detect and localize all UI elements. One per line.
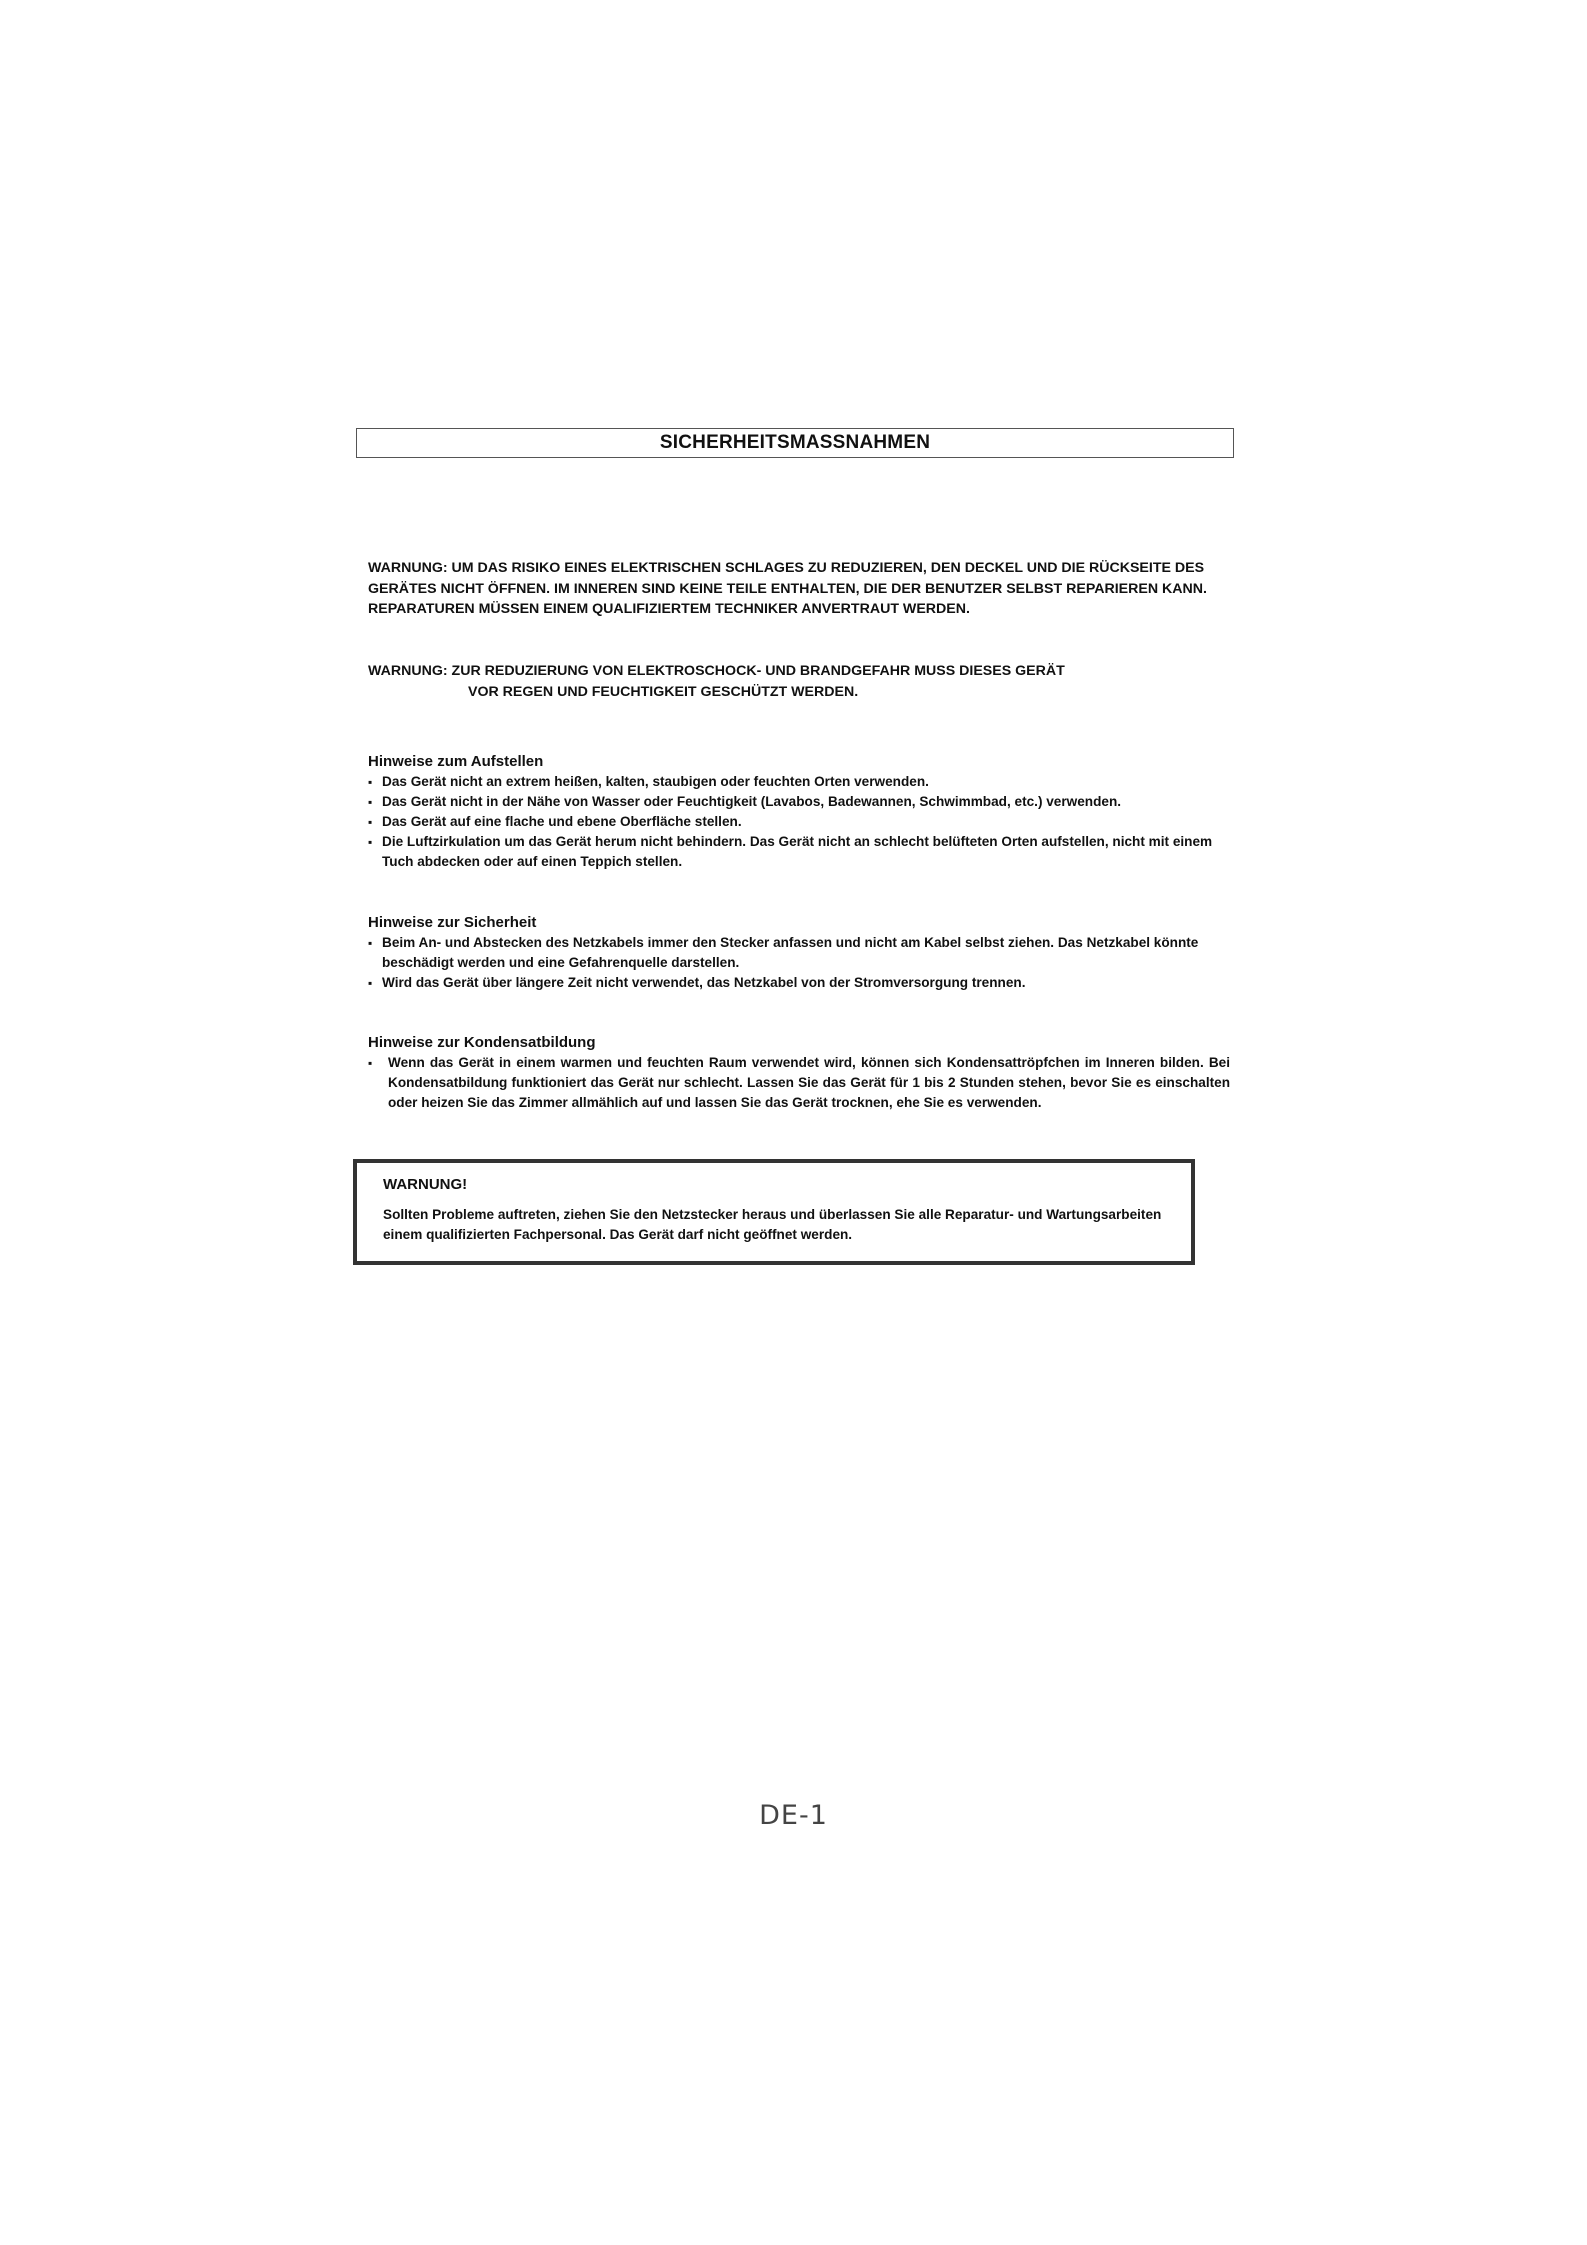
section-safety <box>368 913 1230 993</box>
section-placement <box>368 752 1230 872</box>
list-item: ▪ Wird das Gerät über längere Zeit nicht verwendet, das Netzkabel von der Stromversorgung trennen. <box>368 973 1230 993</box>
warning-box-heading: WARNUNG! <box>383 1176 468 1193</box>
warning-box <box>353 1159 1195 1265</box>
list-item: ▪ Wenn das Gerät in einem warmen und feuchten Raum verwendet wird, können sich Kondensattröpfchen im Inneren bilden. Bei Kondensatbildung funktioniert das Gerät nur schlecht. Lassen Sie das Gerät für 1 bis 2 Stunden stehen, bevor Sie es einschalten oder heizen Sie das Zimmer allmählich auf und lassen Sie das Gerät trocknen, ehe Sie es verwenden. <box>368 1053 1230 1113</box>
title-box <box>356 428 1234 458</box>
page-title: SICHERHEITSMASSNAHMEN <box>659 432 931 453</box>
section-condensation <box>368 1033 1230 1113</box>
list-item: ▪ Beim An- und Abstecken des Netzkabels immer den Stecker anfassen und nicht am Kabel selbst ziehen. Das Netzkabel könnte beschädigt werden und eine Gefahrenquelle darstellen. <box>368 933 1230 973</box>
bullet-list <box>368 933 1230 993</box>
section-heading: Hinweise zur Kondensatbildung <box>368 1034 596 1051</box>
moisture-warning-line1: WARNUNG: ZUR REDUZIERUNG VON ELEKTROSCHOCK- UND BRANDGEFAHR MUSS DIESES GERÄT <box>368 663 1065 679</box>
warning-box-text: Sollten Probleme auftreten, ziehen Sie den Netzstecker heraus und überlassen Sie alle Reparatur- und Wartungsarbeiten einem qualifizierten Fachpersonal. Das Gerät darf nicht geöffnet werden. <box>383 1207 1162 1242</box>
list-item: ▪ Das Gerät nicht an extrem heißen, kalten, staubigen oder feuchten Orten verwenden. <box>368 772 1230 792</box>
bullet-list <box>368 1053 1230 1113</box>
list-item: ▪ Das Gerät nicht in der Nähe von Wasser oder Feuchtigkeit (Lavabos, Badewannen, Schwimmbad, etc.) verwenden. <box>368 792 1230 812</box>
moisture-warning-line2: VOR REGEN UND FEUCHTIGKEIT GESCHÜTZT WERDEN. <box>468 683 859 700</box>
section-heading: Hinweise zur Sicherheit <box>368 914 537 931</box>
list-item: ▪ Die Luftzirkulation um das Gerät herum nicht behindern. Das Gerät nicht an schlecht belüfteten Orten aufstellen, nicht mit einem Tuch abdecken oder auf einen Teppich stellen. <box>368 832 1230 872</box>
warning-paragraph: WARNUNG: UM DAS RISIKO EINES ELEKTRISCHEN SCHLAGES ZU REDUZIEREN, DEN DECKEL UND DIE RÜCKSEITE DES GERÄTES NICHT ÖFFNEN. IM INNEREN SIND KEINE TEILE ENTHALTEN, DIE DER BENUTZER SELBST REPARIEREN KANN. REPARATUREN MÜSSEN EINEM QUALIFIZIERTEM TECHNIKER ANVERTRAUT WERDEN. <box>368 560 1207 617</box>
list-item: ▪ Das Gerät auf eine flache und ebene Oberfläche stellen. <box>368 812 1230 832</box>
moisture-warning <box>368 661 1228 702</box>
section-heading: Hinweise zum Aufstellen <box>368 753 544 770</box>
page-number: DE-1 <box>759 1800 828 1831</box>
bullet-list <box>368 772 1230 872</box>
